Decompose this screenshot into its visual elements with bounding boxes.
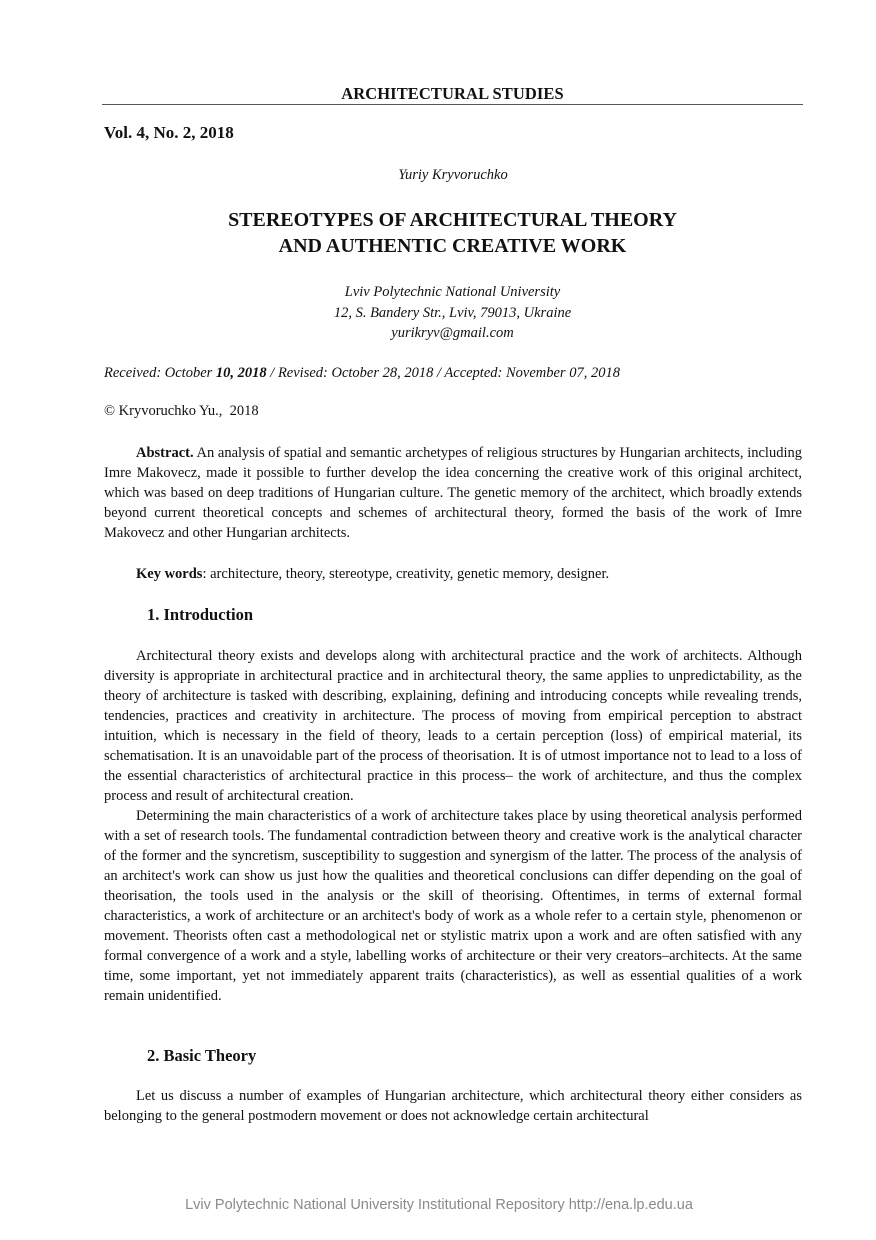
address: 12, S. Bandery Str., Lviv, 79013, Ukraine <box>333 304 572 321</box>
title-line-1: STEREOTYPES OF ARCHITECTURAL THEORY <box>228 209 677 231</box>
paper-title <box>102 207 803 259</box>
introduction-body <box>104 646 802 1006</box>
body-paragraph: Architectural theory exists and develops along with architectural practice and the work of architects. Although diversity is appropriate in architectural practice and in architectural theory, the same applies to unpredictability, as the theory of architecture is tasked with describing, explaining, defining and introducing concepts while revealing trends, tendencies, practices and creativity in architecture. The process of moving from empirical perception to abstract intuition, which is necessary in the field of theory, leads to a certain perception (loss) of empirical material, its schematisation. It is an unavoidable part of the process of theorisation. It is of utmost importance not to lead to a loss of the essential characteristics of architectural practice in this process– the work of architecture, and thus the complex process and result of architectural creation. <box>104 648 802 804</box>
body-paragraph: Determining the main characteristics of a work of architecture takes place by using theoretical analysis performed with a set of research tools. The fundamental contradiction between theory and creative work is the analytical character of the former and the syncretism, susceptibility to suggestion and synergism of the latter. The process of the analysis of an architect's work can show us just how the qualities and theoretical conclusions can differ depending on the goal of theorisation, the tools used in the analysis or the skill of theorising. Oftentimes, in terms of external formal characteristics, a work of architecture or an architect's body of work as a whole refer to a certain style, phenomenon or movement. Theorists often cast a methodological net or stylistic matrix upon a work and are often satisfied with any formal convergence of a work and a style, labelling works of architecture or their very creators–architects. At the same time, some important, yet not immediately apparent traits (characteristics), as well as essential qualities of a work remain unidentified. <box>104 808 802 1004</box>
volume-info: Vol. 4, No. 2, 2018 <box>104 123 234 142</box>
journal-name: ARCHITECTURAL STUDIES <box>341 84 564 103</box>
abstract <box>104 443 802 543</box>
abstract-text: An analysis of spatial and semantic archetypes of religious structures by Hungarian architects, including Imre Makovecz, made it possible to further develop the idea concerning the creative work of this original architect, which was based on deep traditions of Hungarian culture. The genetic memory of the architect, which broadly extends beyond current theoretical concepts and schemes of architectural theory, formed the basis of the work of Imre Makovecz and other Hungarian architects. <box>104 445 802 541</box>
received-label: Received: October <box>104 365 216 381</box>
author-name: Yuriy Kryvoruchko <box>398 167 508 183</box>
received-date: 10, 2018 <box>215 365 267 381</box>
abstract-label: Abstract. <box>136 445 194 461</box>
copyright-notice: © Kryvoruchko Yu., 2018 <box>104 403 259 419</box>
institution: Lviv Polytechnic National University <box>344 284 561 300</box>
keywords-label: Key words <box>136 566 203 582</box>
header-rule <box>102 104 803 105</box>
publication-dates <box>104 364 620 382</box>
keywords-paragraph <box>104 564 802 584</box>
affiliation <box>102 282 803 344</box>
title-line-2: AND AUTHENTIC CREATIVE WORK <box>278 235 627 257</box>
basic-theory-body <box>104 1086 802 1126</box>
keywords <box>104 564 802 584</box>
body-paragraph: Let us discuss a number of examples of Hungarian architecture, which architectural theory either considers as belonging to the general postmodern movement or does not acknowledge certain architectural <box>104 1088 802 1124</box>
keywords-text: : architecture, theory, stereotype, creativity, genetic memory, designer. <box>202 566 610 582</box>
repository-footer: Lviv Polytechnic National University Institutional Repository http://ena.lp.edu.ua <box>185 1197 693 1213</box>
email: yurikryv@gmail.com <box>391 325 514 341</box>
revised-accepted: / Revised: October 28, 2018 / Accepted: November 07, 2018 <box>266 365 620 381</box>
section-heading-introduction: 1. Introduction <box>147 605 254 624</box>
abstract-paragraph <box>104 443 802 543</box>
section-heading-basic-theory: 2. Basic Theory <box>147 1046 257 1065</box>
